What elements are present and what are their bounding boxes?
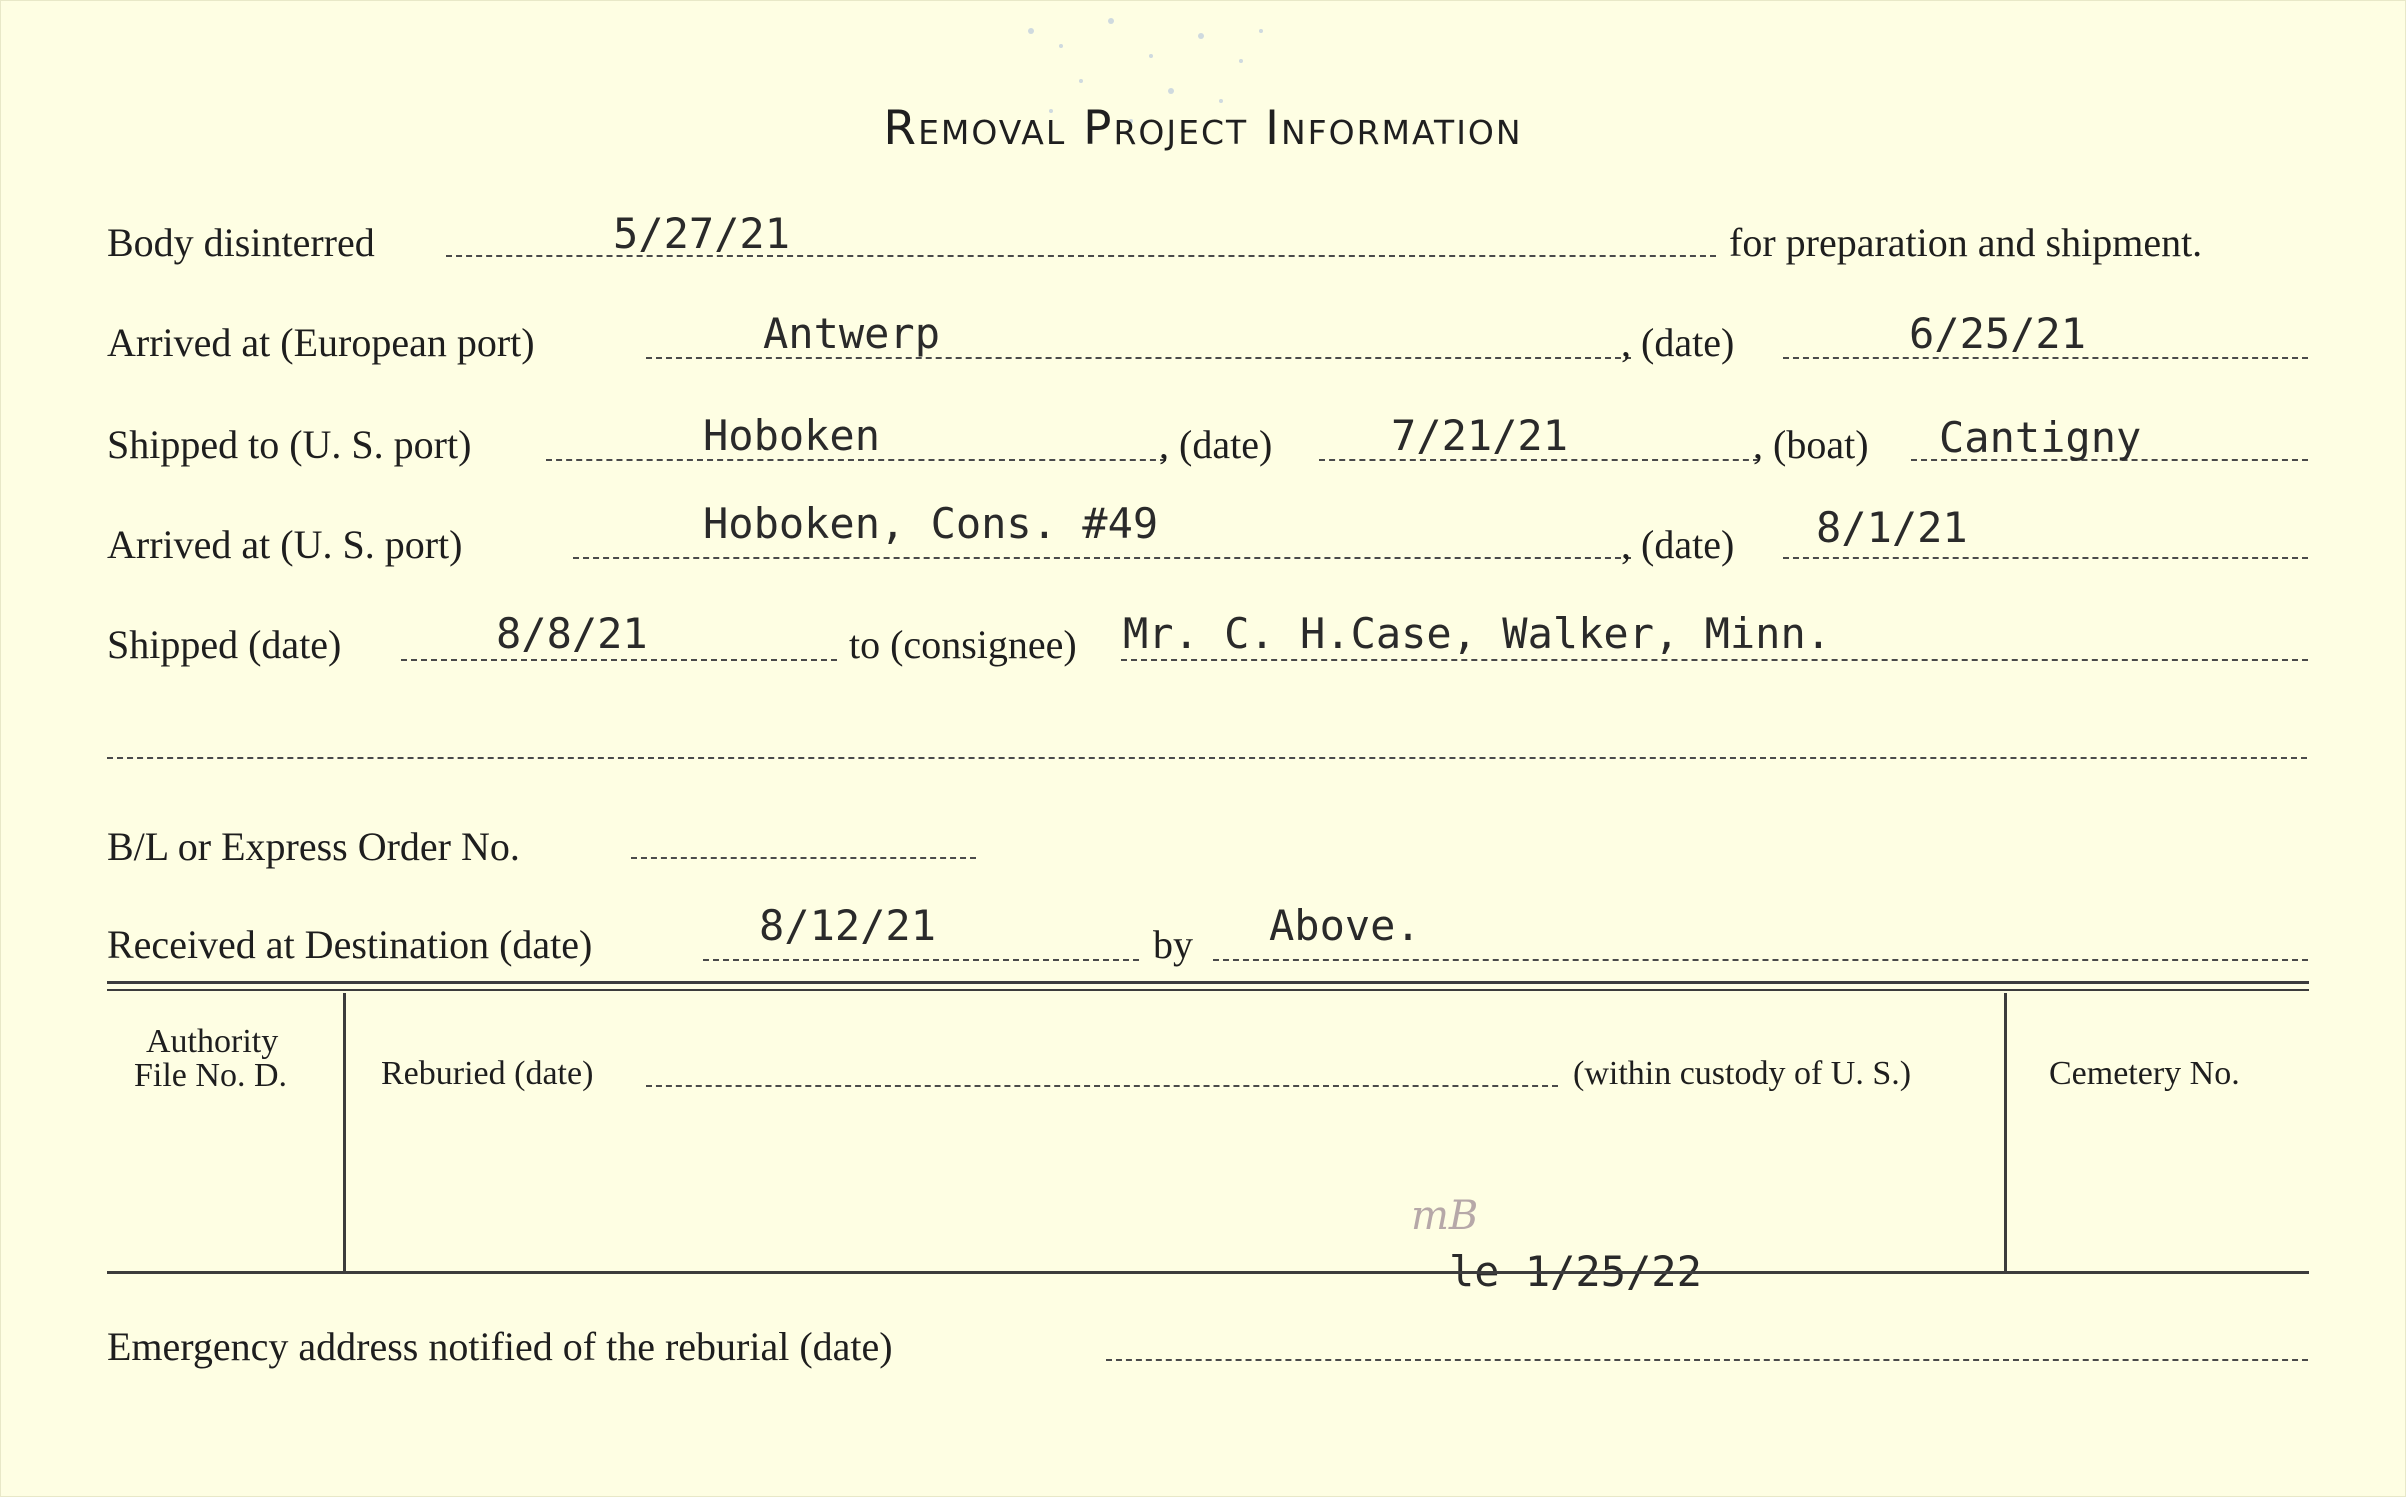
shipped-us-port-boat-label: , (boat)	[1753, 422, 1869, 467]
table-divider-right	[2004, 993, 2007, 1271]
shipped-date-value: 8/8/21	[496, 609, 648, 658]
received-date-value: 8/12/21	[759, 901, 937, 950]
received-by-label: by	[1153, 922, 1193, 967]
arrived-us-port-date-value: 8/1/21	[1816, 503, 1968, 552]
consignee-value: Mr. C. H.Case, Walker, Minn.	[1123, 609, 1832, 658]
custody-label: (within custody of U. S.)	[1573, 1055, 1912, 1092]
reburied-label: Reburied (date)	[381, 1055, 594, 1092]
pencil-initials: mB	[1411, 1193, 1479, 1239]
european-port-date-label: , (date)	[1621, 320, 1735, 365]
european-port-label: Arrived at (European port)	[107, 320, 535, 365]
arrived-us-port-label: Arrived at (U. S. port)	[107, 522, 463, 567]
arrived-us-port-date-line	[1783, 557, 2308, 559]
bl-order-line	[631, 857, 976, 859]
received-by-value: Above.	[1269, 901, 1421, 950]
shipped-us-port-boat-value: Cantigny	[1939, 413, 2142, 462]
shipped-date-line	[401, 659, 837, 661]
received-by-line	[1213, 959, 2308, 961]
received-date-line	[703, 959, 1139, 961]
cemetery-no-label: Cemetery No.	[2049, 1055, 2240, 1092]
arrived-us-port-line	[573, 557, 1631, 559]
table-top-rule-1	[107, 981, 2309, 984]
emergency-label: Emergency address notified of the reburial (date)	[107, 1324, 893, 1369]
received-label: Received at Destination (date)	[107, 922, 593, 967]
body-disinterred-value: 5/27/21	[613, 209, 791, 258]
bl-order-label: B/L or Express Order No.	[107, 824, 520, 869]
arrived-us-port-value: Hoboken, Cons. #49	[703, 499, 1159, 548]
table-bottom-rule	[107, 1271, 2309, 1274]
file-no-label: File No. D.	[134, 1057, 287, 1094]
table-top-rule-2	[107, 989, 2309, 991]
consignee-continuation-line	[107, 757, 2307, 759]
shipped-date-label: Shipped (date)	[107, 622, 342, 667]
emergency-line	[1106, 1359, 2308, 1361]
consignee-label: to (consignee)	[849, 622, 1077, 667]
european-port-date-value: 6/25/21	[1909, 309, 2087, 358]
body-disinterred-label: Body disinterred	[107, 220, 375, 265]
consignee-line	[1121, 659, 2308, 661]
reburied-line	[646, 1085, 1558, 1087]
shipped-us-port-date-value: 7/21/21	[1391, 411, 1569, 460]
authority-label: Authority	[146, 1023, 279, 1060]
european-port-value: Antwerp	[763, 309, 941, 358]
arrived-us-port-date-label: , (date)	[1621, 522, 1735, 567]
body-disinterred-suffix: for preparation and shipment.	[1729, 220, 2203, 265]
shipped-us-port-date-label: , (date)	[1159, 422, 1273, 467]
table-divider-left	[343, 993, 346, 1271]
reburial-typed-note: le 1/25/22	[1449, 1247, 1702, 1296]
shipped-us-port-value: Hoboken	[703, 411, 881, 460]
page-title: Removal Project Information	[883, 101, 1523, 156]
shipped-us-port-label: Shipped to (U. S. port)	[107, 422, 472, 467]
